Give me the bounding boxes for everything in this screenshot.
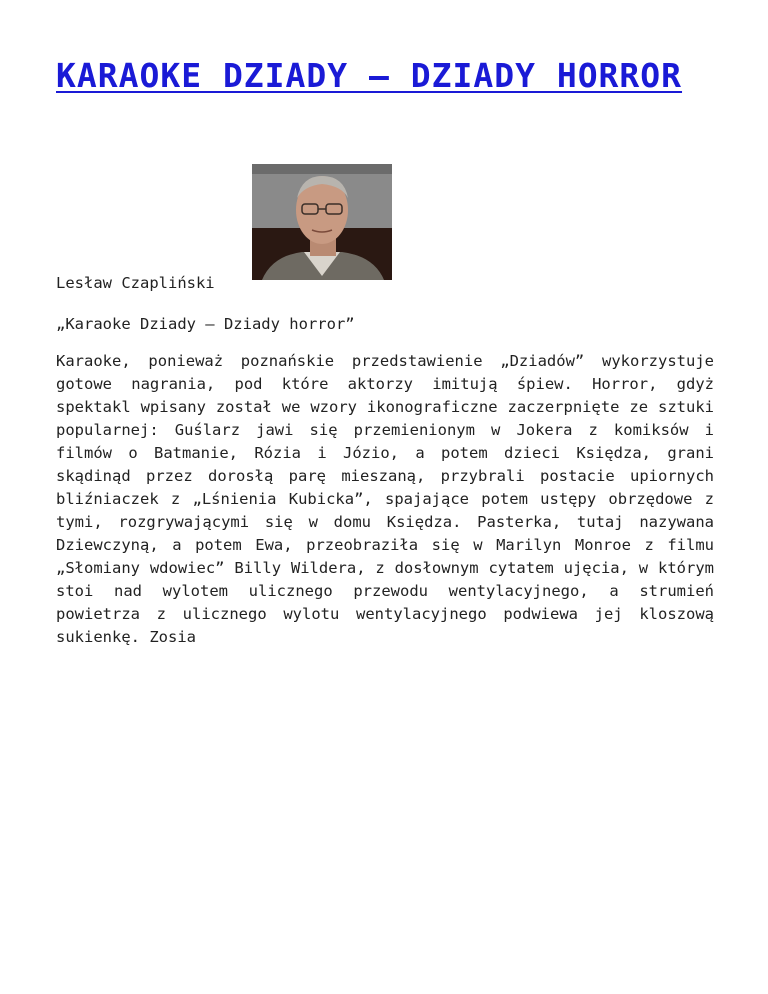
- article-body: Karaoke, ponieważ poznańskie przedstawienie „Dziadów” wykorzystuje gotowe nagrania, pod które aktorzy imitują śpiew. Horror, gdyż spektakl wpisany został we wzory ikonograficzne zaczerpnięte ze sztuki popularnej: Guślarz jawi się przemienionym w Jokera z komiksów i filmów o Batmanie, Rózia i Józio, a potem dzieci Księdza, grani skądinąd przez dorosłą parę mieszaną, przybrali postacie upiornych bliźniaczek z „Lśnienia Kubicka”, spajające potem ustępy obrzędowe z tymi, rozgrywającymi się w domu Księdza. Pasterka, tutaj nazywana Dziewczyną, a potem Ewa, przeobraziła się w Marilyn Monroe z filmu „Słomiany wdowiec” Billy Wildera, z dosłownym cytatem ujęcia, w którym stoi nad wylotem ulicznego przewodu wentylacyjnego, a strumień powietrza z ulicznego wylotu wentylacyjnego podwiewa jej kloszową sukienkę. Zosia: [56, 352, 714, 646]
- article-title: [56, 52, 714, 100]
- article-subtitle: „Karaoke Dziady – Dziady horror”: [56, 315, 355, 333]
- author-portrait: [252, 164, 392, 280]
- author-name: Lesław Czapliński: [56, 274, 215, 292]
- article-title-link[interactable]: KARAOKE DZIADY – DZIADY HORROR: [56, 56, 683, 95]
